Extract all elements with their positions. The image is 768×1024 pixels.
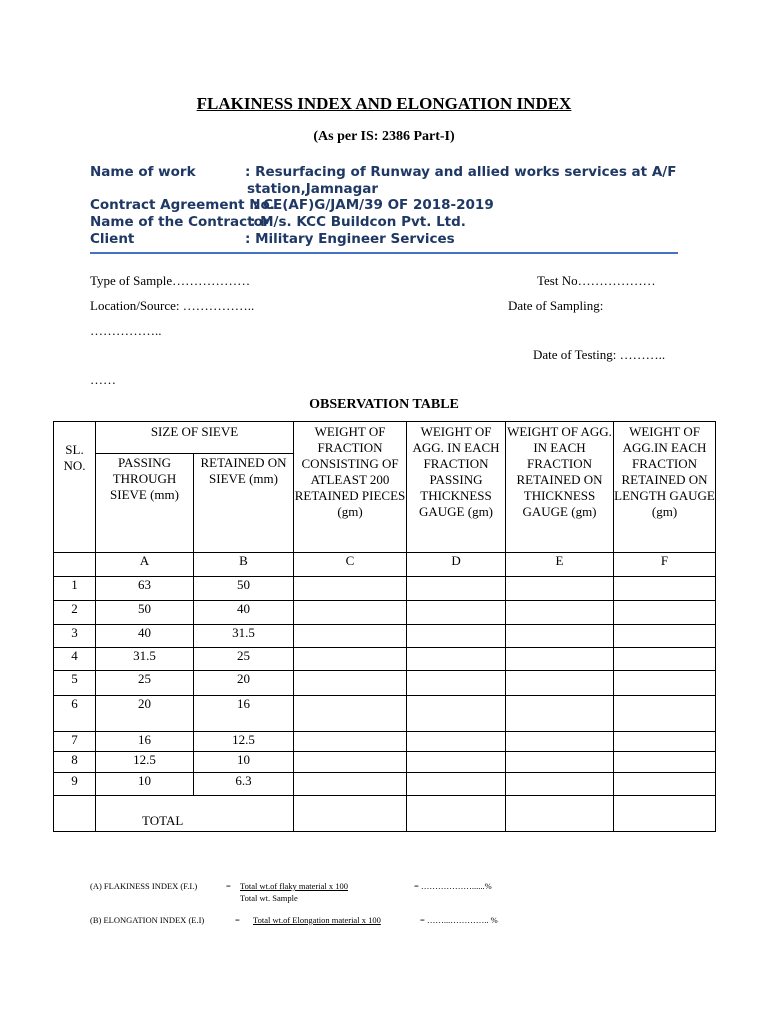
client-label: Client (90, 231, 135, 247)
ei-label: (B) ELONGATION INDEX (E.I) (90, 915, 205, 925)
sl-cell: 7 (54, 732, 96, 752)
table-row (54, 671, 716, 696)
document-title: FLAKINESS INDEX AND ELONGATION INDEX (196, 94, 572, 113)
total-sl-cell (54, 796, 96, 832)
input-cell-d[interactable] (407, 732, 506, 752)
client-value: : Military Engineer Services (245, 231, 455, 247)
passing-cell: 10 (96, 773, 194, 796)
sl-cell: 2 (54, 601, 96, 625)
letter-row (54, 553, 716, 577)
input-cell-f[interactable] (614, 648, 716, 671)
letter-cell: A (96, 553, 194, 577)
retained-cell: 16 (194, 696, 294, 732)
input-cell-f[interactable] (614, 577, 716, 601)
work-label: Name of work (90, 164, 196, 180)
letter-cell: C (294, 553, 407, 577)
input-cell-c[interactable] (294, 752, 407, 773)
date-of-testing-cont: …… (90, 372, 116, 387)
sl-cell: 5 (54, 671, 96, 696)
contractor-value: : M/s. KCC Buildcon Pvt. Ltd. (250, 214, 466, 230)
letter-cell: B (194, 553, 294, 577)
input-cell-f[interactable] (614, 696, 716, 732)
size-of-sieve-header: SIZE OF SIEVE (96, 422, 294, 454)
passing-cell: 12.5 (96, 752, 194, 773)
table-row (54, 773, 716, 796)
input-cell-f[interactable] (614, 732, 716, 752)
input-cell-d[interactable] (407, 773, 506, 796)
retained-cell: 12.5 (194, 732, 294, 752)
sl-cell: 1 (54, 577, 96, 601)
col-e-header: WEIGHT OF AGG. IN EACH FRACTION RETAINED ON THICKNESS GAUGE (gm) (506, 422, 614, 553)
col-c-header: WEIGHT OF FRACTION CONSISTING OF ATLEAST 200 RETAINED PIECES (gm) (294, 422, 407, 553)
contract-value: : CE(AF)G/JAM/39 OF 2018-2019 (253, 197, 494, 213)
input-cell-c[interactable] (294, 773, 407, 796)
observation-table-title: OBSERVATION TABLE (309, 397, 459, 412)
total-cell-c[interactable] (294, 796, 407, 832)
input-cell-e[interactable] (506, 648, 614, 671)
input-cell-e[interactable] (506, 752, 614, 773)
input-cell-c[interactable] (294, 696, 407, 732)
sl-cell: 3 (54, 625, 96, 648)
ei-equals: = (235, 915, 240, 925)
document-subtitle: (As per IS: 2386 Part-I) (313, 129, 455, 144)
retained-cell: 25 (194, 648, 294, 671)
input-cell-c[interactable] (294, 648, 407, 671)
col-f-header: WEIGHT OF AGG.IN EACH FRACTION RETAINED ON LENGTH GAUGE (gm) (614, 422, 716, 553)
table-row (54, 625, 716, 648)
input-cell-d[interactable] (407, 577, 506, 601)
input-cell-e[interactable] (506, 625, 614, 648)
contractor-label: Name of the Contractor (90, 214, 270, 230)
table-row (54, 696, 716, 732)
passing-cell: 16 (96, 732, 194, 752)
retained-cell: 31.5 (194, 625, 294, 648)
input-cell-f[interactable] (614, 773, 716, 796)
date-of-testing-field: Date of Testing: ……….. (533, 347, 666, 362)
col-d-header: WEIGHT OF AGG. IN EACH FRACTION PASSING THICKNESS GAUGE (gm) (407, 422, 506, 553)
retained-cell: 50 (194, 577, 294, 601)
sl-cell: 6 (54, 696, 96, 732)
test-no-field: Test No……………… (537, 273, 656, 288)
fi-numerator: Total wt.of flaky material x 100 (240, 881, 348, 891)
input-cell-e[interactable] (506, 577, 614, 601)
passing-cell: 31.5 (96, 648, 194, 671)
input-cell-c[interactable] (294, 577, 407, 601)
input-cell-f[interactable] (614, 752, 716, 773)
input-cell-d[interactable] (407, 696, 506, 732)
input-cell-e[interactable] (506, 601, 614, 625)
input-cell-d[interactable] (407, 671, 506, 696)
retained-header: RETAINED ON SIEVE (mm) (194, 454, 294, 553)
input-cell-e[interactable] (506, 671, 614, 696)
ei-numerator: Total wt.of Elongation material x 100 (253, 915, 381, 925)
sl-cell: 4 (54, 648, 96, 671)
input-cell-f[interactable] (614, 625, 716, 648)
type-of-sample-field: Type of Sample……………… (90, 273, 251, 288)
work-value: : Resurfacing of Runway and allied works services at A/F (245, 164, 677, 180)
sl-no-header: SL. NO. (54, 422, 96, 553)
table-row (54, 732, 716, 752)
letter-cell: D (407, 553, 506, 577)
retained-cell: 40 (194, 601, 294, 625)
table-row (54, 577, 716, 601)
passing-cell: 25 (96, 671, 194, 696)
retained-cell: 20 (194, 671, 294, 696)
input-cell-f[interactable] (614, 601, 716, 625)
location-source-cont: …………….. (90, 323, 162, 338)
passing-cell: 20 (96, 696, 194, 732)
location-source-field: Location/Source: …………….. (90, 298, 255, 313)
input-cell-e[interactable] (506, 696, 614, 732)
table-row (54, 752, 716, 773)
fi-label: (A) FLAKINESS INDEX (F.I.) (90, 881, 198, 891)
header-divider (90, 252, 678, 254)
total-cell-d[interactable] (407, 796, 506, 832)
input-cell-c[interactable] (294, 625, 407, 648)
input-cell-f[interactable] (614, 671, 716, 696)
total-cell-e[interactable] (506, 796, 614, 832)
letter-cell: F (614, 553, 716, 577)
passing-cell: 50 (96, 601, 194, 625)
input-cell-e[interactable] (506, 732, 614, 752)
input-cell-d[interactable] (407, 601, 506, 625)
input-cell-c[interactable] (294, 732, 407, 752)
retained-cell: 6.3 (194, 773, 294, 796)
contract-label: Contract Agreement No. (90, 197, 275, 213)
table-row (54, 648, 716, 671)
input-cell-c[interactable] (294, 601, 407, 625)
input-cell-e[interactable] (506, 773, 614, 796)
passing-header: PASSING THROUGH SIEVE (mm) (96, 454, 194, 553)
input-cell-d[interactable] (407, 752, 506, 773)
ei-result: = ……...………….. % (420, 915, 498, 925)
total-label: TOTAL (96, 796, 294, 832)
work-value-cont: station,Jamnagar (247, 181, 379, 197)
observation-table (53, 421, 716, 832)
fi-denominator: Total wt. Sample (240, 893, 298, 903)
letter-cell (54, 553, 96, 577)
input-cell-d[interactable] (407, 625, 506, 648)
input-cell-c[interactable] (294, 671, 407, 696)
fi-result: = ………………......% (414, 881, 492, 891)
total-cell-f[interactable] (614, 796, 716, 832)
date-of-sampling-field: Date of Sampling: (508, 298, 604, 313)
fi-equals: = (226, 881, 231, 891)
retained-cell: 10 (194, 752, 294, 773)
total-row (54, 796, 716, 832)
sl-cell: 9 (54, 773, 96, 796)
passing-cell: 63 (96, 577, 194, 601)
sl-cell: 8 (54, 752, 96, 773)
input-cell-d[interactable] (407, 648, 506, 671)
table-row (54, 601, 716, 625)
letter-cell: E (506, 553, 614, 577)
passing-cell: 40 (96, 625, 194, 648)
